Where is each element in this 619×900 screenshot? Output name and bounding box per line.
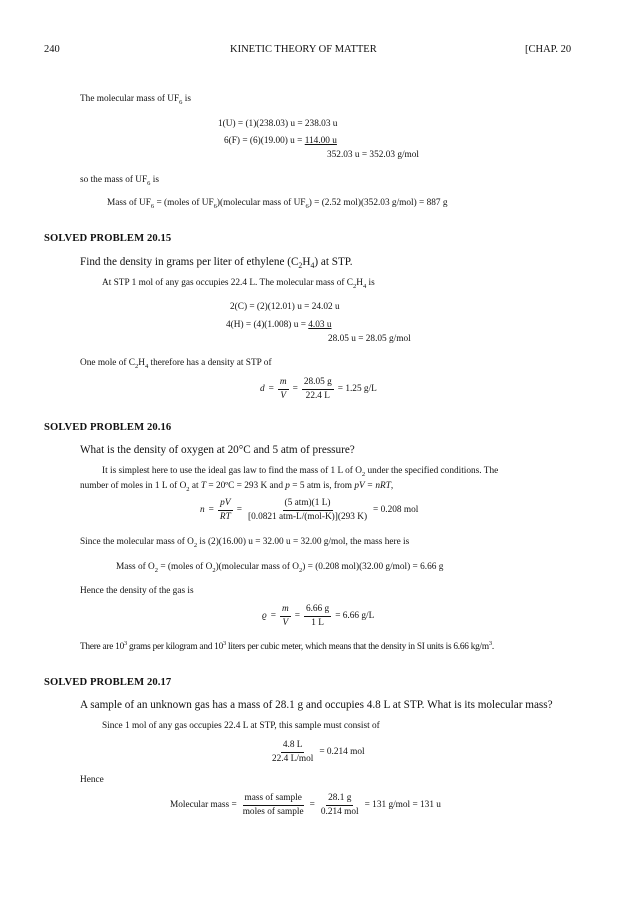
problem-20-17-title: SOLVED PROBLEM 20.17 (44, 677, 172, 688)
oxygen-density-equation: ϱ = $\frac{m}{V}$ = $\frac{6.66 g}{1 L}$ = 6.66 g/L (262, 604, 375, 628)
calc-uranium: 1(U) = (1)(238.03) u = 238.03 u (218, 119, 338, 129)
problem-20-15-question: Find the density in grams per liter of ethylene $(C_2H_4)$ at STP. (80, 256, 353, 271)
chapter-title: KINETIC THEORY OF MATTER (230, 44, 377, 55)
oxygen-molecular-mass-line: Since the molecular mass of $O_2$ is (2)(16.00) u = 32.00 u = 32.00 g/mol, the mass here is (80, 537, 410, 549)
si-units-line: There are $10^3$ grams per kilogram and $10^3$ liters per cubic meter, which means that the density in SI units is 6.66 $kg/m^3$. (80, 639, 494, 652)
problem-20-16-title: SOLVED PROBLEM 20.16 (44, 422, 172, 433)
problem-20-17-question: A sample of an unknown gas has a mass of 28.1 g and occupies 4.8 L at STP. What is its molecular mass? (80, 699, 553, 711)
uf6-so-mass-line: so the mass of $UF_6$ is (80, 175, 159, 187)
ethylene-density-equation: d = $\frac{m}{V}$ = $\frac{28.05 g}{22.4 L}$ = 1.25 g/L (260, 377, 377, 401)
calc-carbon: 2(C) = (2)(12.01) u = 24.02 u (230, 302, 340, 312)
uf6-total: 352.03 u = 352.03 g/mol (327, 150, 420, 160)
unknown-gas-moles-equation: $\frac{4.8 L}{\text{22.4 L/mol}}$ = 0.214 mol (272, 740, 365, 764)
molecular-mass-equation: Molecular mass = $\frac{\text{mass of sample}}{\text{moles of sample}}$ = $\frac{28.1 g}{\text{0.214 mol}}$ = 131 g/mol = 131 u (170, 793, 441, 817)
hence-density-line: Hence the density of the gas is (80, 586, 194, 596)
page-number: 240 (44, 44, 60, 55)
calc-hydrogen: 4(H) = (4)(1.008) u = 4.03 u (226, 320, 332, 330)
problem-20-16-para-line2: number of moles in 1 L of $O_2$ at T = 20ºC = 293 K and p = 5 atm is, from pV = nRT, (80, 481, 394, 493)
oxygen-mass-equation: Mass of $O_2$ = (moles of $O_2)(molecular$ mass of $O_2) = (0.208$ mol)(32.00 g/mol) = 6.66 g (116, 562, 444, 574)
ethylene-one-mole-line: One mole of $C_2H_4$ therefore has a density at STP of (80, 358, 272, 370)
problem-20-16-para-line1: It is simplest here to use the ideal gas law to find the mass of 1 L of $O_2$ under the specified conditions. The (102, 466, 499, 478)
calc-fluorine: 6(F) = (6)(19.00) u = 114.00 u (224, 136, 337, 146)
moles-equation: n = $\frac{pV}{RT}$ = $\frac{\text{(5 atm)(1 L)}}{\text{[0.0821 atm-L/(mol-K)](293 K)}}$ = 0.208 mol (200, 498, 419, 522)
chapter-ref: [CHAP. 20 (525, 44, 572, 55)
problem-20-15-title: SOLVED PROBLEM 20.15 (44, 233, 172, 244)
problem-20-17-hence: Hence (80, 775, 104, 785)
problem-20-15-stp-line: At STP 1 mol of any gas occupies 22.4 L. The molecular mass of $C_2H_4$ is (102, 278, 375, 290)
uf6-intro-line: The molecular mass of $UF_6$ is (80, 94, 191, 106)
ethylene-total: 28.05 u = 28.05 g/mol (328, 334, 411, 344)
problem-20-17-since-line: Since 1 mol of any gas occupies 22.4 L at STP, this sample must consist of (102, 721, 380, 731)
problem-20-16-question: What is the density of oxygen at 20°C and 5 atm of pressure? (80, 444, 355, 456)
uf6-mass-equation: Mass of $UF_6$ = (moles of $UF_6)(molecular$ mass of $UF_6) = (2.52$ mol)(352.03 g/mol) = 887 g (107, 198, 448, 210)
